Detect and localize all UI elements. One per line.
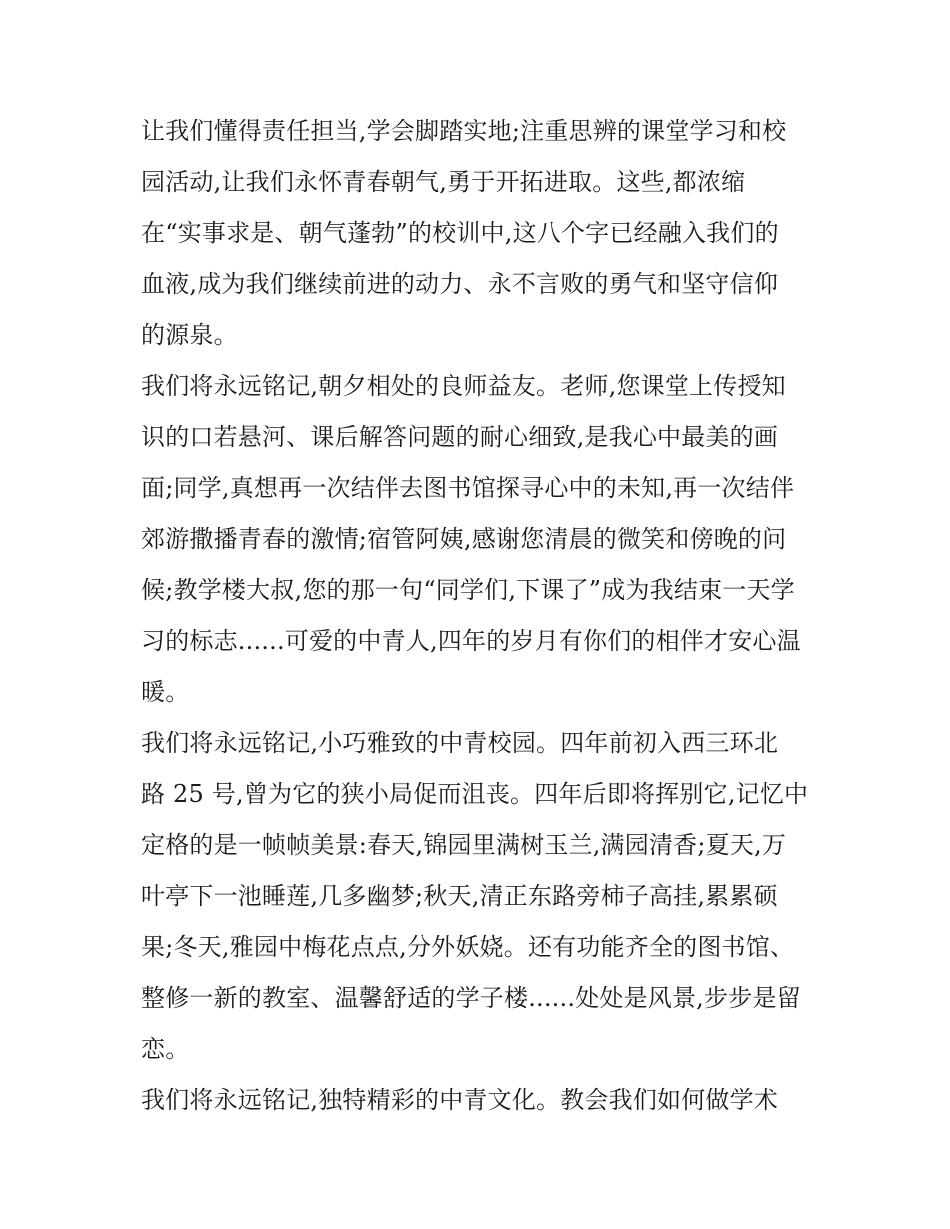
text-line: 叶亭下一池睡莲,几多幽梦;秋天,清正东路旁柿子高挂,累累硕: [141, 882, 778, 910]
text-line: 我们将永远铭记,小巧雅致的中青校园。四年前初入西三环北: [141, 729, 779, 757]
text-line: 我们将永远铭记,朝夕相处的良师益友。老师,您课堂上传授知: [141, 372, 786, 400]
text-line: 习的标志......可爱的中青人,四年的岁月有你们的相伴才安心温: [141, 627, 801, 655]
text-line: 园活动,让我们永怀青春朝气,勇于开拓进取。这些,都浓缩: [141, 168, 746, 196]
document-body: [141, 108, 821, 1128]
text-line: 的源泉。: [141, 321, 238, 349]
text-line: 血液,成为我们继续前进的动力、永不言败的勇气和坚守信仰: [141, 270, 779, 298]
text-line: 面;同学,真想再一次结伴去图书馆探寻心中的未知,再一次结伴: [141, 474, 795, 502]
text-line: 候;教学楼大叔,您的那一句“同学们,下课了”成为我结束一天学: [141, 576, 795, 604]
text-line: 暖。: [141, 678, 190, 706]
text-line: 路 25 号,曾为它的狭小局促而沮丧。四年后即将挥别它,记忆中: [141, 780, 809, 808]
text-line: 定格的是一帧帧美景:春天,锦园里满树玉兰,满园清香;夏天,万: [141, 831, 787, 859]
text-line: 识的口若悬河、课后解答问题的耐心细致,是我心中最美的画: [141, 423, 779, 451]
text-line: 郊游撒播青春的激情;宿管阿姨,感谢您清晨的微笑和傍晚的问: [141, 525, 787, 553]
text-line: 在“实事求是、朝气蓬勃”的校训中,这八个字已经融入我们的: [141, 219, 779, 247]
text-line: 恋。: [141, 1035, 190, 1063]
text-line: 我们将永远铭记,独特精彩的中青文化。教会我们如何做学术: [141, 1086, 779, 1114]
text-line: 果;冬天,雅园中梅花点点,分外妖娆。还有功能齐全的图书馆、: [141, 933, 795, 961]
text-line: 整修一新的教室、温馨舒适的学子楼......处处是风景,步步是留: [141, 984, 801, 1012]
text-line: 让我们懂得责任担当,学会脚踏实地;注重思辨的课堂学习和校: [141, 117, 787, 145]
